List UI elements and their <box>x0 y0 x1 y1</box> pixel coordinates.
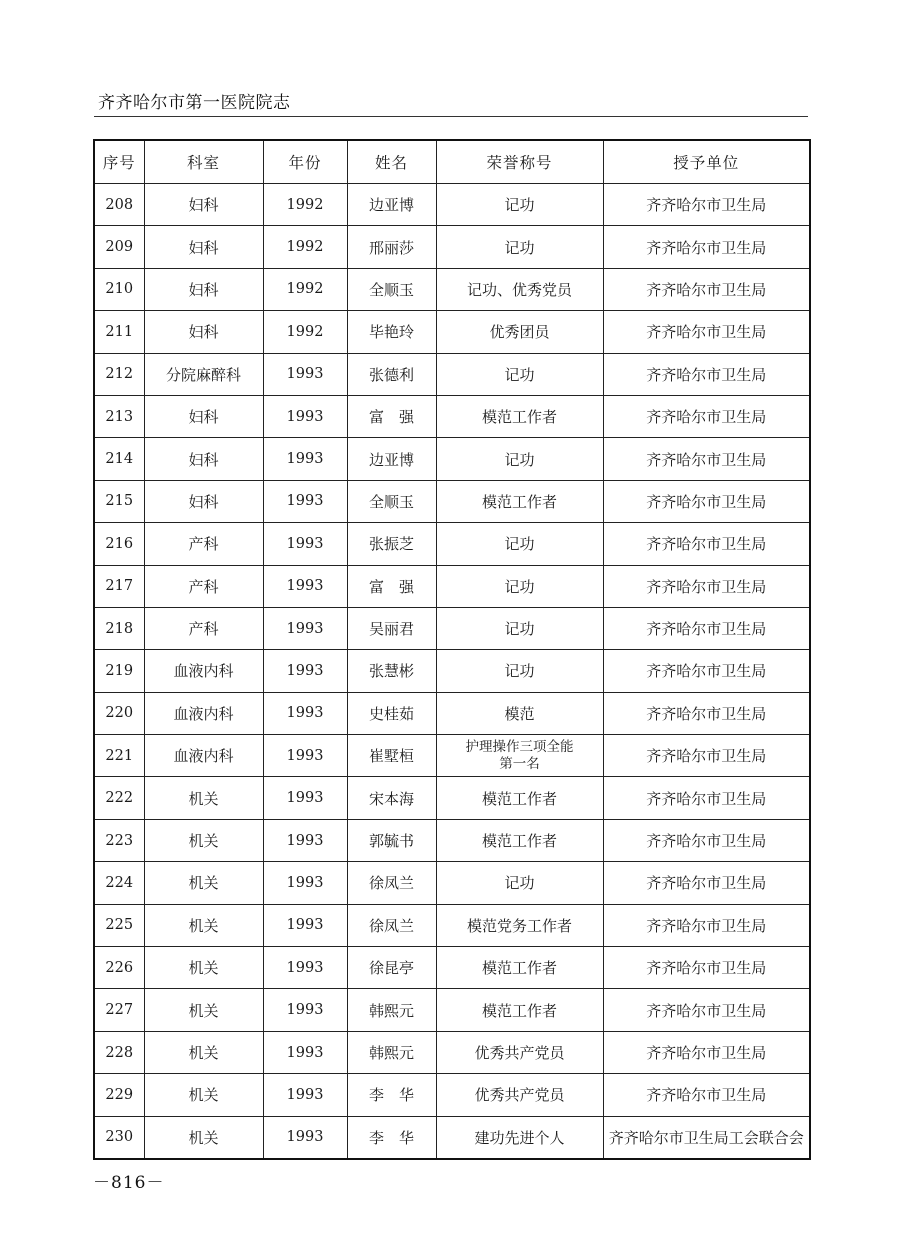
cell-year: 1993 <box>263 353 347 395</box>
column-header-index: 序号 <box>94 140 144 184</box>
cell-grantor: 齐齐哈尔市卫生局 <box>603 480 810 522</box>
cell-index: 224 <box>94 862 144 904</box>
cell-honor: 护理操作三项全能 第一名 <box>436 735 603 777</box>
cell-year: 1993 <box>263 735 347 777</box>
cell-honor: 记功、优秀党员 <box>436 268 603 310</box>
cell-department: 妇科 <box>144 480 263 522</box>
cell-year: 1993 <box>263 438 347 480</box>
table-body <box>94 184 810 1159</box>
cell-honor: 记功 <box>436 523 603 565</box>
cell-name: 富 强 <box>347 565 436 607</box>
table-row <box>94 735 810 777</box>
cell-honor: 记功 <box>436 353 603 395</box>
table-row <box>94 1074 810 1116</box>
cell-department: 机关 <box>144 1074 263 1116</box>
cell-honor: 记功 <box>436 607 603 649</box>
cell-year: 1993 <box>263 480 347 522</box>
table-row <box>94 523 810 565</box>
cell-index: 216 <box>94 523 144 565</box>
cell-name: 吴丽君 <box>347 607 436 649</box>
cell-grantor: 齐齐哈尔市卫生局 <box>603 184 810 226</box>
cell-name: 史桂茹 <box>347 692 436 734</box>
cell-year: 1993 <box>263 1031 347 1073</box>
cell-name: 韩熙元 <box>347 989 436 1031</box>
cell-grantor: 齐齐哈尔市卫生局工会联合会 <box>603 1116 810 1159</box>
cell-honor: 记功 <box>436 862 603 904</box>
cell-department: 妇科 <box>144 438 263 480</box>
cell-index: 212 <box>94 353 144 395</box>
table-row <box>94 1116 810 1159</box>
cell-index: 228 <box>94 1031 144 1073</box>
cell-grantor: 齐齐哈尔市卫生局 <box>603 1031 810 1073</box>
cell-honor: 优秀共产党员 <box>436 1074 603 1116</box>
cell-honor: 模范工作者 <box>436 947 603 989</box>
table-row <box>94 650 810 692</box>
cell-name: 崔墅桓 <box>347 735 436 777</box>
table-row <box>94 607 810 649</box>
cell-index: 220 <box>94 692 144 734</box>
cell-name: 徐凤兰 <box>347 904 436 946</box>
cell-grantor: 齐齐哈尔市卫生局 <box>603 1074 810 1116</box>
cell-department: 机关 <box>144 989 263 1031</box>
cell-honor: 记功 <box>436 226 603 268</box>
cell-index: 219 <box>94 650 144 692</box>
cell-index: 222 <box>94 777 144 819</box>
cell-name: 全顺玉 <box>347 268 436 310</box>
honors-table-container <box>93 139 809 1160</box>
column-header-name: 姓名 <box>347 140 436 184</box>
cell-department: 机关 <box>144 819 263 861</box>
table-row <box>94 1031 810 1073</box>
cell-department: 机关 <box>144 904 263 946</box>
cell-name: 徐凤兰 <box>347 862 436 904</box>
cell-year: 1993 <box>263 1116 347 1159</box>
cell-department: 机关 <box>144 777 263 819</box>
table-row <box>94 692 810 734</box>
cell-name: 张慧彬 <box>347 650 436 692</box>
cell-grantor: 齐齐哈尔市卫生局 <box>603 565 810 607</box>
cell-grantor: 齐齐哈尔市卫生局 <box>603 226 810 268</box>
cell-grantor: 齐齐哈尔市卫生局 <box>603 311 810 353</box>
cell-name: 郭毓书 <box>347 819 436 861</box>
cell-index: 208 <box>94 184 144 226</box>
cell-department: 产科 <box>144 565 263 607</box>
cell-year: 1993 <box>263 650 347 692</box>
cell-index: 218 <box>94 607 144 649</box>
cell-name: 韩熙元 <box>347 1031 436 1073</box>
cell-index: 229 <box>94 1074 144 1116</box>
cell-name: 边亚博 <box>347 184 436 226</box>
cell-honor: 建功先进个人 <box>436 1116 603 1159</box>
cell-name: 李 华 <box>347 1074 436 1116</box>
cell-department: 机关 <box>144 947 263 989</box>
cell-year: 1993 <box>263 607 347 649</box>
cell-grantor: 齐齐哈尔市卫生局 <box>603 523 810 565</box>
cell-year: 1993 <box>263 692 347 734</box>
cell-year: 1992 <box>263 268 347 310</box>
cell-year: 1992 <box>263 184 347 226</box>
cell-grantor: 齐齐哈尔市卫生局 <box>603 650 810 692</box>
cell-year: 1993 <box>263 565 347 607</box>
column-header-grantor: 授予单位 <box>603 140 810 184</box>
cell-name: 张振芝 <box>347 523 436 565</box>
table-row <box>94 226 810 268</box>
table-row <box>94 777 810 819</box>
cell-index: 221 <box>94 735 144 777</box>
table-row <box>94 311 810 353</box>
table-row <box>94 989 810 1031</box>
cell-honor: 模范工作者 <box>436 395 603 437</box>
cell-index: 230 <box>94 1116 144 1159</box>
cell-name: 李 华 <box>347 1116 436 1159</box>
cell-grantor: 齐齐哈尔市卫生局 <box>603 353 810 395</box>
cell-grantor: 齐齐哈尔市卫生局 <box>603 904 810 946</box>
cell-year: 1993 <box>263 947 347 989</box>
cell-index: 209 <box>94 226 144 268</box>
cell-year: 1993 <box>263 862 347 904</box>
cell-department: 机关 <box>144 862 263 904</box>
table-row <box>94 480 810 522</box>
cell-index: 226 <box>94 947 144 989</box>
table-row <box>94 184 810 226</box>
table-row <box>94 395 810 437</box>
column-header-department: 科室 <box>144 140 263 184</box>
cell-year: 1992 <box>263 226 347 268</box>
cell-grantor: 齐齐哈尔市卫生局 <box>603 947 810 989</box>
cell-honor: 优秀团员 <box>436 311 603 353</box>
cell-name: 全顺玉 <box>347 480 436 522</box>
cell-grantor: 齐齐哈尔市卫生局 <box>603 819 810 861</box>
cell-department: 产科 <box>144 523 263 565</box>
cell-honor: 记功 <box>436 650 603 692</box>
cell-index: 217 <box>94 565 144 607</box>
cell-department: 妇科 <box>144 311 263 353</box>
cell-index: 225 <box>94 904 144 946</box>
cell-department: 妇科 <box>144 226 263 268</box>
cell-name: 富 强 <box>347 395 436 437</box>
cell-department: 机关 <box>144 1031 263 1073</box>
table-header-row <box>94 140 810 184</box>
honors-table <box>93 139 811 1160</box>
cell-name: 张德利 <box>347 353 436 395</box>
cell-year: 1993 <box>263 777 347 819</box>
cell-honor: 模范工作者 <box>436 819 603 861</box>
cell-department: 妇科 <box>144 395 263 437</box>
cell-honor: 模范 <box>436 692 603 734</box>
table-row <box>94 438 810 480</box>
cell-name: 边亚博 <box>347 438 436 480</box>
cell-index: 223 <box>94 819 144 861</box>
cell-name: 宋本海 <box>347 777 436 819</box>
cell-department: 血液内科 <box>144 650 263 692</box>
cell-grantor: 齐齐哈尔市卫生局 <box>603 989 810 1031</box>
table-row <box>94 904 810 946</box>
cell-grantor: 齐齐哈尔市卫生局 <box>603 735 810 777</box>
page-number: －816－ <box>93 1173 165 1193</box>
table-row <box>94 353 810 395</box>
table-row <box>94 268 810 310</box>
cell-department: 分院麻醉科 <box>144 353 263 395</box>
cell-department: 妇科 <box>144 184 263 226</box>
table-row <box>94 947 810 989</box>
cell-name: 邢丽莎 <box>347 226 436 268</box>
cell-year: 1993 <box>263 989 347 1031</box>
cell-honor: 记功 <box>436 438 603 480</box>
cell-year: 1993 <box>263 395 347 437</box>
header-rule <box>94 116 808 117</box>
cell-grantor: 齐齐哈尔市卫生局 <box>603 268 810 310</box>
cell-grantor: 齐齐哈尔市卫生局 <box>603 395 810 437</box>
cell-department: 血液内科 <box>144 735 263 777</box>
cell-name: 徐昆亭 <box>347 947 436 989</box>
cell-year: 1993 <box>263 819 347 861</box>
cell-department: 妇科 <box>144 268 263 310</box>
cell-department: 机关 <box>144 1116 263 1159</box>
running-head-title: 齐齐哈尔市第一医院院志 <box>98 93 291 113</box>
column-header-year: 年份 <box>263 140 347 184</box>
cell-department: 产科 <box>144 607 263 649</box>
cell-department: 血液内科 <box>144 692 263 734</box>
cell-grantor: 齐齐哈尔市卫生局 <box>603 692 810 734</box>
cell-grantor: 齐齐哈尔市卫生局 <box>603 862 810 904</box>
table-row <box>94 565 810 607</box>
cell-index: 215 <box>94 480 144 522</box>
cell-honor: 模范党务工作者 <box>436 904 603 946</box>
cell-index: 210 <box>94 268 144 310</box>
cell-year: 1993 <box>263 1074 347 1116</box>
cell-year: 1993 <box>263 904 347 946</box>
table-row <box>94 862 810 904</box>
cell-index: 213 <box>94 395 144 437</box>
cell-grantor: 齐齐哈尔市卫生局 <box>603 777 810 819</box>
cell-honor: 模范工作者 <box>436 989 603 1031</box>
cell-name: 毕艳玲 <box>347 311 436 353</box>
cell-index: 227 <box>94 989 144 1031</box>
cell-honor: 记功 <box>436 565 603 607</box>
cell-honor: 记功 <box>436 184 603 226</box>
cell-index: 214 <box>94 438 144 480</box>
table-row <box>94 819 810 861</box>
cell-year: 1992 <box>263 311 347 353</box>
cell-year: 1993 <box>263 523 347 565</box>
cell-index: 211 <box>94 311 144 353</box>
cell-grantor: 齐齐哈尔市卫生局 <box>603 438 810 480</box>
cell-honor: 模范工作者 <box>436 777 603 819</box>
cell-grantor: 齐齐哈尔市卫生局 <box>603 607 810 649</box>
column-header-honor: 荣誉称号 <box>436 140 603 184</box>
cell-honor: 优秀共产党员 <box>436 1031 603 1073</box>
cell-honor: 模范工作者 <box>436 480 603 522</box>
